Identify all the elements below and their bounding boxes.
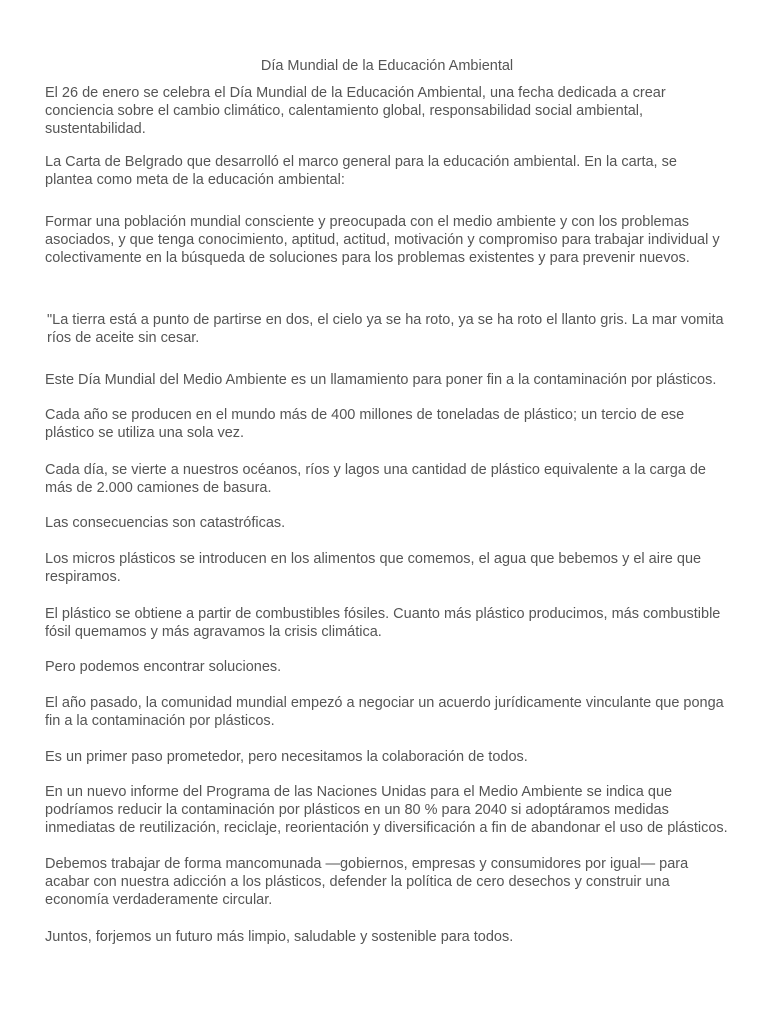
paragraph-meta: Formar una población mundial consciente y preocupada con el medio ambiente y con los problemas asociados, y que tenga conocimiento, aptitud, actitud, motivación y compromiso para trabajar individual y colectivamente en la búsqueda de soluciones para los problemas existentes y para prevenir nuevos.: [45, 214, 720, 266]
paragraph-consecuencias: Las consecuencias son catastróficas.: [45, 515, 286, 531]
paragraph-acuerdo: El año pasado, la comunidad mundial empezó a negociar un acuerdo jurídicamente vinculante que ponga fin a la contaminación por plásticos.: [45, 695, 724, 729]
paragraph-quote: "La tierra está a punto de partirse en dos, el cielo ya se ha roto, ya se ha roto el llanto gris. La mar vomita ríos de aceite sin cesar.: [47, 312, 724, 346]
paragraph-primer-paso: Es un primer paso prometedor, pero necesitamos la colaboración de todos.: [45, 749, 528, 765]
paragraph-trabajar: Debemos trabajar de forma mancomunada —gobiernos, empresas y consumidores por igual— para acabar con nuestra adicción a los plásticos, defender la política de cero desechos y construir una economía verdaderamente circular.: [45, 856, 689, 908]
paragraph-carta-belgrado: La Carta de Belgrado que desarrolló el marco general para la educación ambiental. En la carta, se plantea como meta de la educación ambiental:: [45, 154, 677, 188]
paragraph-informe: En un nuevo informe del Programa de las Naciones Unidas para el Medio Ambiente se indica que podríamos reducir la contaminación por plásticos en un 80 % para 2040 si adoptáramos medidas inmediatas de reutilización, reciclaje, reorientación y diversificación a fin de abandonar el uso de plásticos.: [45, 784, 728, 836]
paragraph-combustibles: El plástico se obtiene a partir de combustibles fósiles. Cuanto más plástico producimos, más combustible fósil quemamos y más agravamos la crisis climática.: [45, 606, 721, 640]
paragraph-microplasticos: Los micros plásticos se introducen en los alimentos que comemos, el agua que bebemos y el aire que respiramos.: [45, 551, 702, 585]
paragraph-intro: El 26 de enero se celebra el Día Mundial de la Educación Ambiental, una fecha dedicada a crear conciencia sobre el cambio climático, calentamiento global, responsabilidad social ambiental, sustentabilidad.: [45, 85, 666, 137]
paragraph-oceanos: Cada día, se vierte a nuestros océanos, ríos y lagos una cantidad de plástico equivalente a la carga de más de 2.000 camiones de basura.: [45, 462, 706, 496]
paragraph-produccion: Cada año se producen en el mundo más de 400 millones de toneladas de plástico; un tercio de ese plástico se utiliza una sola vez.: [45, 407, 685, 441]
paragraph-soluciones: Pero podemos encontrar soluciones.: [45, 659, 282, 675]
document-title: Día Mundial de la Educación Ambiental: [260, 58, 514, 74]
paragraph-juntos: Juntos, forjemos un futuro más limpio, saludable y sostenible para todos.: [45, 929, 514, 945]
paragraph-llamamiento: Este Día Mundial del Medio Ambiente es un llamamiento para poner fin a la contaminación por plásticos.: [45, 372, 717, 388]
